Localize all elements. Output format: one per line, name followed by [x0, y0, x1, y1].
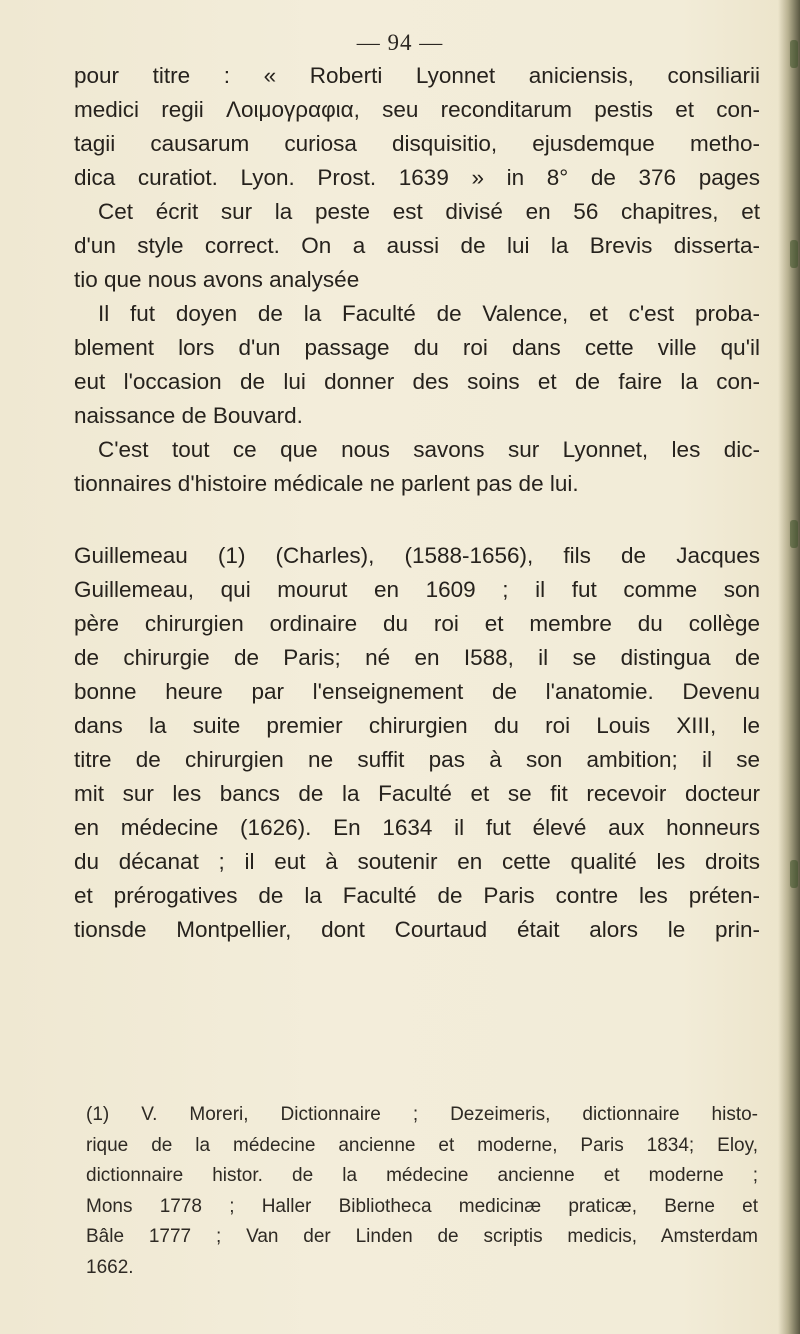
footnote [86, 1100, 758, 1283]
text-line: Guillemeau, qui mourut en 1609 ; il fut comme son [74, 577, 760, 602]
text-line: pour titre : « Roberti Lyonnet aniciensis, consiliarii [74, 63, 760, 88]
text-line: du décanat ; il eut à soutenir en cette qualité les droits [74, 849, 760, 874]
spine-stain [790, 520, 798, 548]
text-line: d'un style correct. On a aussi de lui la Brevis disserta- [74, 233, 760, 258]
text-line: C'est tout ce que nous savons sur Lyonnet, les dic- [98, 437, 760, 462]
footnote-line: 1662. [86, 1256, 134, 1278]
text-line: tagii causarum curiosa disquisitio, ejusdemque metho- [74, 131, 760, 156]
text-line: blement lors d'un passage du roi dans cette ville qu'il [74, 335, 760, 360]
text-line: de chirurgie de Paris; né en I588, il se distingua de [74, 645, 760, 670]
page-spine-edge [778, 0, 800, 1334]
spine-stain [790, 860, 798, 888]
text-line: dans la suite premier chirurgien du roi Louis XIII, le [74, 713, 760, 738]
footnote-line: rique de la médecine ancienne et moderne, Paris 1834; Eloy, [86, 1134, 758, 1156]
text-line: Cet écrit sur la peste est divisé en 56 chapitres, et [98, 199, 760, 224]
text-line: naissance de Bouvard. [74, 403, 303, 428]
page-number: — 94 — [356, 30, 444, 55]
text-line: medici regii Λοιμογραφια, seu reconditarum pestis et con- [74, 97, 760, 122]
spine-stain [790, 240, 798, 268]
text-line: père chirurgien ordinaire du roi et membre du collège [74, 611, 760, 636]
text-line: titre de chirurgien ne suffit pas à son ambition; il se [74, 747, 760, 772]
footnote-line: Mons 1778 ; Haller Bibliotheca medicinæ praticæ, Berne et [86, 1195, 758, 1217]
text-line: en médecine (1626). En 1634 il fut élevé aux honneurs [74, 815, 760, 840]
text-line: Guillemeau (1) (Charles), (1588-1656), fils de Jacques [74, 543, 760, 568]
main-text [74, 59, 760, 947]
text-line: tionnaires d'histoire médicale ne parlent pas de lui. [74, 471, 579, 496]
footnote-line: Bâle 1777 ; Van der Linden de scriptis medicis, Amsterdam [86, 1226, 758, 1247]
text-line: dica curatiot. Lyon. Prost. 1639 » in 8° de 376 pages [74, 165, 760, 190]
text-line: mit sur les bancs de la Faculté et se fit recevoir docteur [74, 781, 760, 806]
text-line: bonne heure par l'enseignement de l'anatomie. Devenu [74, 679, 760, 704]
text-line: et prérogatives de la Faculté de Paris contre les préten- [74, 883, 760, 908]
text-line: Il fut doyen de la Faculté de Valence, et c'est proba- [98, 301, 760, 326]
paragraph-gap [74, 501, 760, 539]
text-line: eut l'occasion de lui donner des soins et de faire la con- [74, 369, 760, 394]
text-line: tionsde Montpellier, dont Courtaud était alors le prin- [74, 917, 760, 942]
footnote-line: dictionnaire histor. de la médecine ancienne et moderne ; [86, 1165, 758, 1186]
footnote-line: (1) V. Moreri, Dictionnaire ; Dezeimeris, dictionnaire histo- [86, 1104, 758, 1125]
text-line: tio que nous avons analysée [74, 267, 360, 292]
